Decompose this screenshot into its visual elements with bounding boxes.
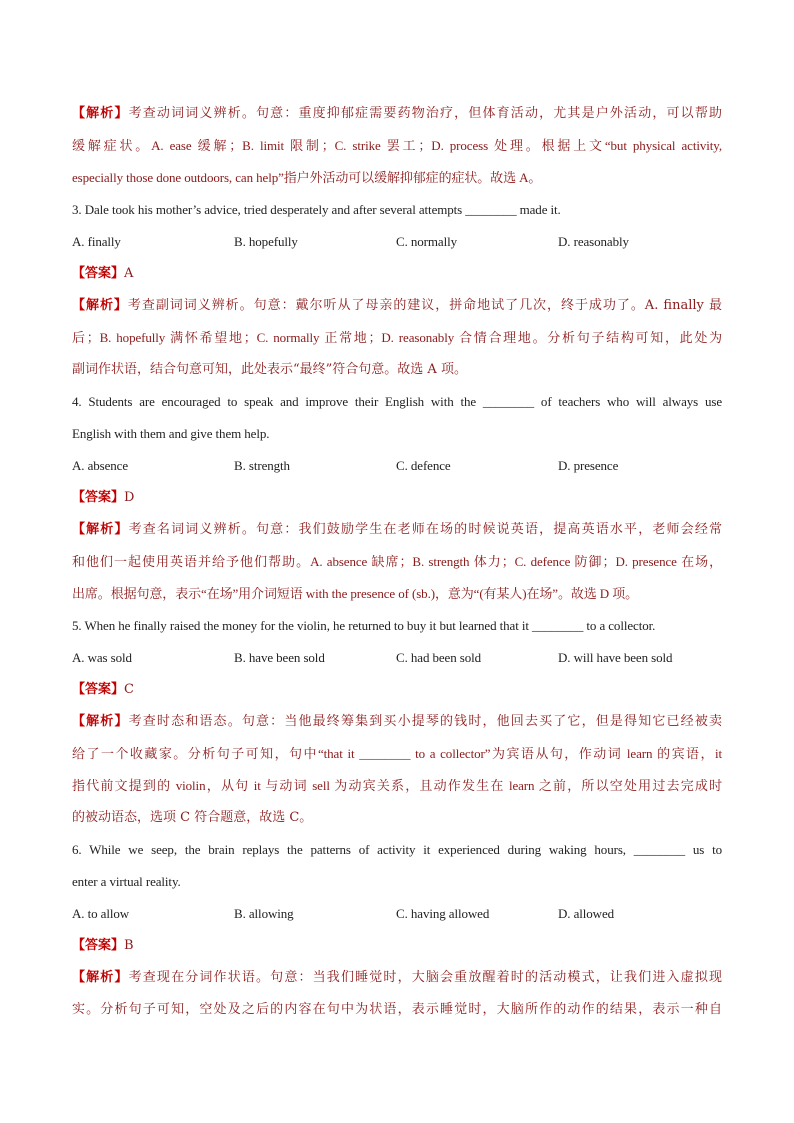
q6-option-a: A. to allow (72, 906, 130, 921)
q3-options (72, 226, 722, 258)
q5-analysis-line-3: 指代前文提到的 violin，从句 it 与动词 sell 为动宾关系，且动作发生在 learn 之前，所以空处用过去完成时 (72, 778, 722, 793)
analysis-tag: 【解析】 (72, 106, 129, 121)
answer-tag: 【答案】 (72, 490, 125, 505)
q3-analysis-line-1: 【解析】考查副词词义辨析。句意：戴尔听从了母亲的建议，拼命地试了几次，终于成功了。A. finally 最 (72, 298, 722, 313)
q4-option-b: B. strength (234, 458, 290, 473)
q2-analysis-line-1: 【解析】考查动词词义辨析。句意：重度抑郁症需要药物治疗，但体育活动，尤其是户外活动，可以帮助 (72, 106, 722, 121)
q5-option-d: D. will have been sold (558, 650, 673, 665)
q3-option-d: D. reasonably (558, 234, 629, 249)
q4-analysis-line-1: 【解析】考查名词词义辨析。句意：我们鼓励学生在老师在场的时候说英语，提高英语水平，老师会经常 (72, 522, 722, 537)
answer-tag: 【答案】 (72, 266, 125, 281)
q4-analysis-line-3: 出席。根据句意，表示“在场”用介词短语 with the presence of (sb.)，意为“(有某人)在场”。故选 D 项。 (72, 586, 639, 601)
q3-analysis-line-2: 后；B. hopefully 满怀希望地；C. normally 正常地；D. reasonably 合情合理地。分析句子结构可知，此处为 (72, 330, 722, 345)
document-page (72, 98, 722, 1026)
q5-answer: 【答案】C (72, 682, 134, 697)
q4-option-c: C. defence (396, 458, 451, 473)
q5-analysis-line-4: 的被动语态，选项 C 符合题意，故选 C。 (72, 810, 313, 825)
analysis-tag: 【解析】 (72, 522, 129, 537)
q3-answer: 【答案】A (72, 266, 134, 281)
q2-analysis-line-2: 缓解症状。A. ease 缓解；B. limit 限制；C. strike 罢工；D. process 处理。根据上文“but physical activity, (72, 138, 722, 153)
q4-options (72, 450, 722, 482)
q2-analysis-line-3: especially those done outdoors, can help”指户外活动可以缓解抑郁症的症状。故选 A。 (72, 170, 542, 185)
analysis-tag: 【解析】 (72, 298, 128, 313)
q6-option-b: B. allowing (234, 906, 294, 921)
q5-option-c: C. had been sold (396, 650, 482, 665)
q5-stem: 5. When he finally raised the money for the violin, he returned to buy it but learned that it ________ to a collector. (72, 618, 656, 633)
q6-analysis-line-1: 【解析】考查现在分词作状语。句意：当我们睡觉时，大脑会重放醒着时的活动模式，让我们进入虚拟现 (72, 970, 722, 985)
q3-stem: 3. Dale took his mother’s advice, tried desperately and after several attempts ________ made it. (72, 202, 561, 217)
q4-stem-line-2: English with them and give them help. (72, 426, 270, 441)
q4-option-d: D. presence (558, 458, 619, 473)
q6-options (72, 898, 722, 930)
q6-analysis-line-2: 实。分析句子可知，空处及之后的内容在句中为状语，表示睡觉时，大脑所作的动作的结果，表示一种自 (72, 1002, 722, 1017)
q5-options (72, 642, 722, 674)
q4-answer: 【答案】D (72, 490, 135, 505)
q6-answer: 【答案】B (72, 938, 134, 953)
q3-option-b: B. hopefully (234, 234, 298, 249)
q5-option-b: B. have been sold (234, 650, 325, 665)
q3-option-a: A. finally (72, 234, 121, 249)
q6-option-d: D. allowed (558, 906, 615, 921)
q3-option-c: C. normally (396, 234, 458, 249)
analysis-tag: 【解析】 (72, 970, 129, 985)
q4-analysis-line-2: 和他们一起使用英语并给予他们帮助。A. absence 缺席；B. strength 体力；C. defence 防御；D. presence 在场， (72, 554, 722, 569)
q5-analysis-line-1: 【解析】考查时态和语态。句意：当他最终筹集到买小提琴的钱时，他回去买了它，但是得知它已经被卖 (72, 714, 722, 729)
answer-tag: 【答案】 (72, 682, 125, 697)
analysis-tag: 【解析】 (72, 714, 129, 729)
q5-option-a: A. was sold (72, 650, 132, 665)
q6-stem-line-2: enter a virtual reality. (72, 874, 181, 889)
answer-tag: 【答案】 (72, 938, 125, 953)
q3-analysis-line-3: 副词作状语，结合句意可知，此处表示“最终”符合句意。故选 A 项。 (72, 362, 467, 377)
q6-stem-line-1: 6. While we seep, the brain replays the patterns of activity it experienced during waking hours, ________ us to (72, 842, 722, 857)
q5-analysis-line-2: 给了一个收藏家。分析句子可知，句中“that it ________ to a collector”为宾语从句，作动词 learn 的宾语，it (72, 746, 722, 761)
q6-option-c: C. having allowed (396, 906, 490, 921)
q4-stem-line-1: 4. Students are encouraged to speak and improve their English with the ________ of teachers who will always use (72, 394, 722, 409)
q4-option-a: A. absence (72, 458, 129, 473)
